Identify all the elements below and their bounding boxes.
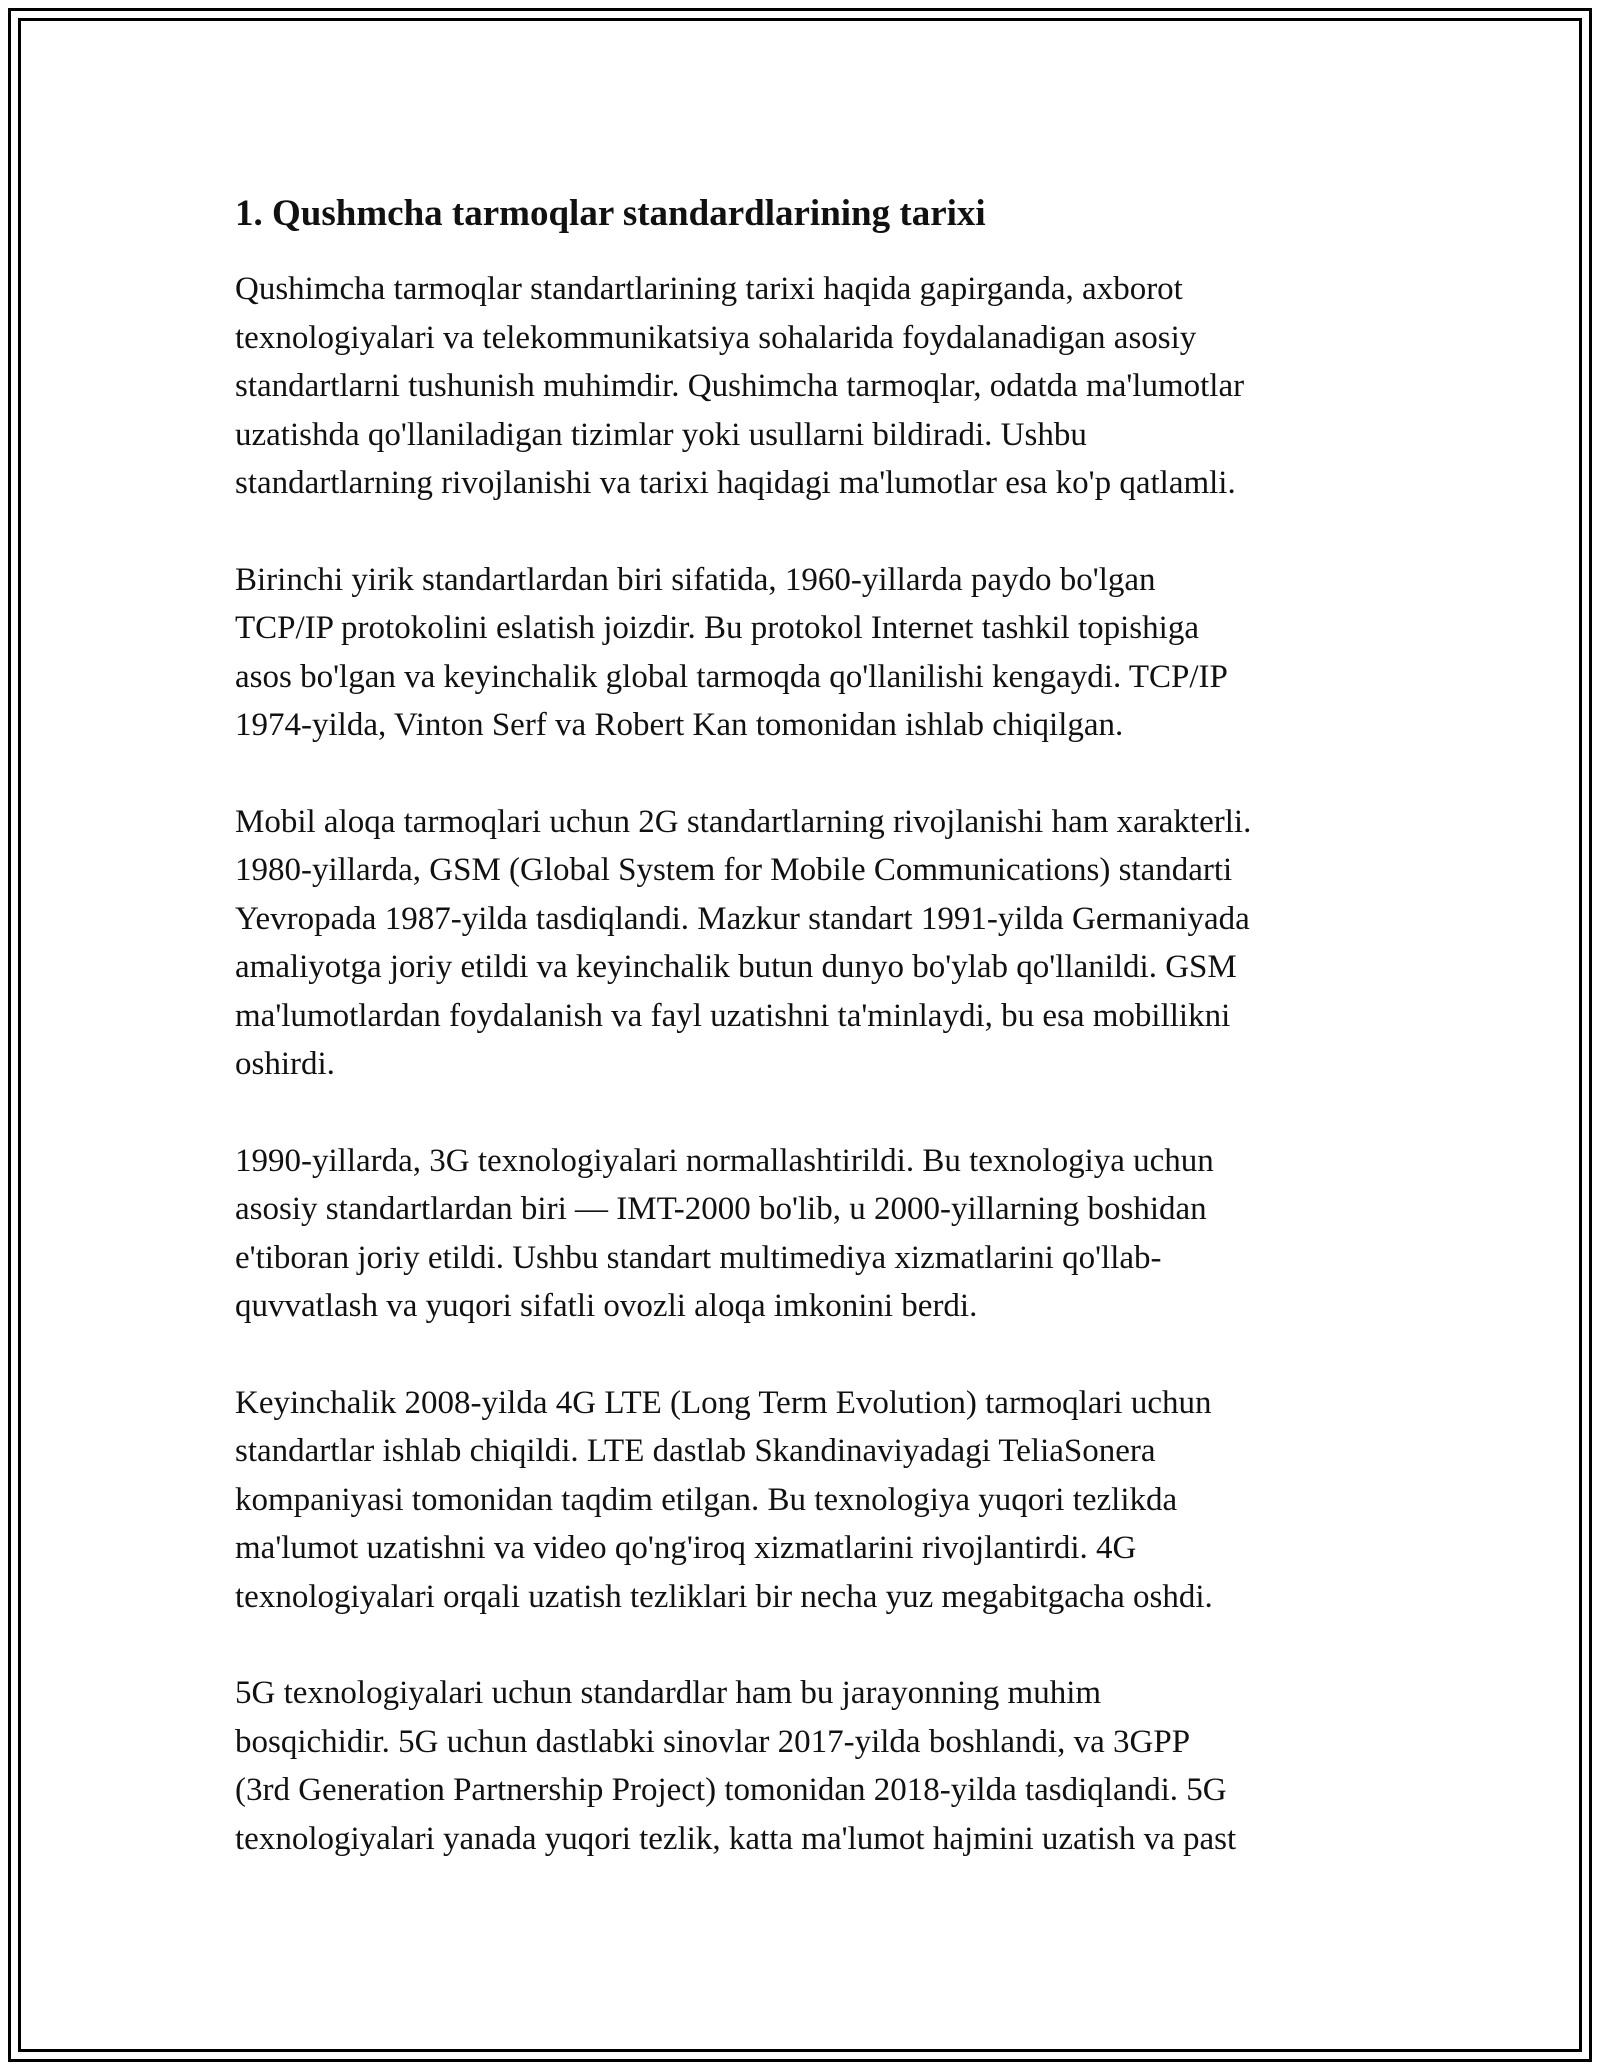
- paragraph-line: ma'lumotlardan foydalanish va fayl uzatishni ta'minlaydi, bu esa mobillikni: [235, 997, 1231, 1034]
- paragraph: [235, 1379, 1385, 1622]
- paragraph-line: texnologiyalari yanada yuqori tezlik, katta ma'lumot hajmini uzatish va past: [235, 1820, 1237, 1857]
- paragraph-line: standartlarning rivojlanishi va tarixi haqidagi ma'lumotlar esa ko'p qatlamli.: [235, 465, 1236, 501]
- paragraph-line: standartlar ishlab chiqildi. LTE dastlab Skandinaviyadagi TeliaSonera: [235, 1433, 1156, 1469]
- paragraph-line: standartlarni tushunish muhimdir. Qushimcha tarmoqlar, odatda ma'lumotlar: [235, 368, 1245, 404]
- paragraph: [235, 1669, 1385, 1863]
- paragraph-line: Mobil aloqa tarmoqlari uchun 2G standartlarning rivojlanishi ham xarakterli.: [235, 803, 1252, 840]
- paragraph: [235, 798, 1385, 1089]
- paragraph-line: 1974-yilda, Vinton Serf va Robert Kan tomonidan ishlab chiqilgan.: [235, 707, 1124, 743]
- paragraph-line: quvvatlash va yuqori sifatli ovozli aloqa imkonini berdi.: [235, 1288, 978, 1324]
- paragraph-line: kompaniyasi tomonidan taqdim etilgan. Bu texnologiya yuqori tezlikda: [235, 1481, 1178, 1518]
- document-body: [235, 183, 1385, 1911]
- paragraph: [235, 556, 1385, 750]
- paragraph-line: ma'lumot uzatishni va video qo'ng'iroq xizmatlarini rivojlantirdi. 4G: [235, 1530, 1137, 1566]
- paragraph-line: TCP/IP protokolini eslatish joizdir. Bu protokol Internet tashkil topishiga: [235, 610, 1199, 646]
- paragraph-line: Birinchi yirik standartlardan biri sifatida, 1960-yillarda paydo bo'lgan: [235, 561, 1156, 598]
- paragraph: [235, 1137, 1385, 1331]
- paragraph-line: amaliyotga joriy etildi va keyinchalik butun dunyo bo'ylab qo'llanildi. GSM: [235, 949, 1237, 985]
- paragraph-line: e'tiboran joriy etildi. Ushbu standart multimediya xizmatlarini qo'llab-: [235, 1239, 1162, 1276]
- paragraph-line: asos bo'lgan va keyinchalik global tarmoqda qo'llanilishi kengaydi. TCP/IP: [235, 658, 1228, 695]
- paragraph-line: asosiy standartlardan biri — IMT-2000 bo'lib, u 2000-yillarning boshidan: [235, 1191, 1207, 1227]
- paragraph-line: uzatishda qo'llaniladigan tizimlar yoki usullarni bildiradi. Ushbu: [235, 416, 1087, 453]
- paragraph-line: 5G texnologiyalari uchun standardlar ham bu jarayonning muhim: [235, 1675, 1102, 1711]
- paragraph-list: [235, 265, 1385, 1863]
- paragraph-line: bosqichidir. 5G uchun dastlabki sinovlar 2017-yilda boshlandi, va 3GPP: [235, 1723, 1191, 1760]
- paragraph-line: Keyinchalik 2008-yilda 4G LTE (Long Term Evolution) tarmoqlari uchun: [235, 1384, 1212, 1421]
- paragraph-line: (3rd Generation Partnership Project) tomonidan 2018-yilda tasdiqlandi. 5G: [235, 1772, 1227, 1808]
- paragraph-line: 1990-yillarda, 3G texnologiyalari normallashtirildi. Bu texnologiya uchun: [235, 1142, 1214, 1179]
- paragraph-line: oshirdi.: [235, 1046, 335, 1082]
- paragraph-line: 1980-yillarda, GSM (Global System for Mobile Communications) standarti: [235, 852, 1233, 888]
- paragraph-line: texnologiyalari orqali uzatish tezliklari bir necha yuz megabitgacha oshdi.: [235, 1578, 1213, 1615]
- section-heading: 1. Qushmcha tarmoqlar standardlarining tarixi: [235, 193, 986, 234]
- paragraph-line: Qushimcha tarmoqlar standartlarining tarixi haqida gapirganda, axborot: [235, 271, 1183, 307]
- paragraph-line: Yevropada 1987-yilda tasdiqlandi. Mazkur standart 1991-yilda Germaniyada: [235, 900, 1250, 937]
- paragraph-line: texnologiyalari va telekommunikatsiya sohalarida foydalanadigan asosiy: [235, 319, 1197, 356]
- paragraph: [235, 265, 1385, 508]
